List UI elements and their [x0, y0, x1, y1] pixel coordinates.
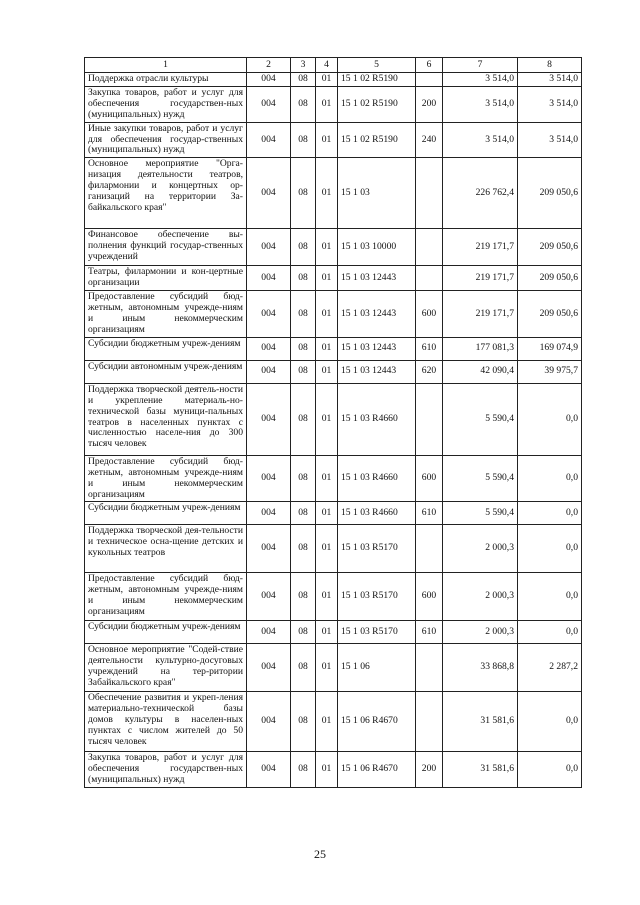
row-ministry-code-cell: 004	[247, 122, 291, 158]
budget-table	[84, 57, 582, 788]
row-ministry-code-cell: 004	[247, 455, 291, 502]
row-ministry-code-cell: 004	[247, 158, 291, 229]
row-target-article-cell: 15 1 02 R5190	[338, 73, 416, 87]
row-amount-year2-cell: 209 050,6	[518, 291, 582, 338]
table-row	[85, 383, 582, 455]
row-name-cell: Субсидии бюджетным учреж-дениям	[85, 337, 247, 360]
row-amount-year2-cell: 0,0	[518, 383, 582, 455]
row-amount-year1-cell: 5 590,4	[443, 502, 518, 525]
row-amount-year2-cell: 0,0	[518, 752, 582, 788]
row-name-cell: Субсидии бюджетным учреж-дениям	[85, 502, 247, 525]
row-name-cell: Предоставление субсидий бюд-жетным, автономным учрежде-ниям и иным некоммерческим организациям	[85, 455, 247, 502]
table-row	[85, 122, 582, 158]
row-section-code-cell: 08	[291, 525, 316, 573]
row-subsection-code-cell: 01	[316, 86, 338, 122]
table-row	[85, 291, 582, 338]
row-name-cell: Финансовое обеспечение вы-полнения функций государ-ственных учреждений	[85, 229, 247, 266]
header-cell-1: 1	[85, 58, 247, 73]
row-section-code-cell: 08	[291, 73, 316, 87]
row-ministry-code-cell: 004	[247, 229, 291, 266]
row-target-article-cell: 15 1 03	[338, 158, 416, 229]
row-subsection-code-cell: 01	[316, 502, 338, 525]
row-ministry-code-cell: 004	[247, 644, 291, 692]
row-amount-year1-cell: 2 000,3	[443, 573, 518, 621]
row-target-article-cell: 15 1 06 R4670	[338, 752, 416, 788]
row-amount-year1-cell: 3 514,0	[443, 86, 518, 122]
row-subsection-code-cell: 01	[316, 692, 338, 752]
row-ministry-code-cell: 004	[247, 360, 291, 383]
row-expense-type-cell: 610	[416, 502, 443, 525]
row-target-article-cell: 15 1 03 R5170	[338, 621, 416, 644]
row-name-cell: Иные закупки товаров, работ и услуг для обеспечения государ-ственных (муниципальных) нужд	[85, 122, 247, 158]
table-row	[85, 621, 582, 644]
row-amount-year1-cell: 2 000,3	[443, 621, 518, 644]
row-amount-year1-cell: 31 581,6	[443, 692, 518, 752]
header-cell-7: 7	[443, 58, 518, 73]
header-cell-6: 6	[416, 58, 443, 73]
row-expense-type-cell: 610	[416, 621, 443, 644]
row-expense-type-cell	[416, 73, 443, 87]
row-section-code-cell: 08	[291, 158, 316, 229]
row-amount-year1-cell: 5 590,4	[443, 455, 518, 502]
row-section-code-cell: 08	[291, 502, 316, 525]
table-row	[85, 455, 582, 502]
row-target-article-cell: 15 1 03 R4660	[338, 383, 416, 455]
row-amount-year2-cell: 3 514,0	[518, 86, 582, 122]
row-subsection-code-cell: 01	[316, 752, 338, 788]
row-expense-type-cell: 200	[416, 752, 443, 788]
row-name-cell: Основное мероприятие "Орга-низация деятельности театров, филармонии и концертных ор-ганизаций на территории За-байкальского края"	[85, 158, 247, 229]
row-section-code-cell: 08	[291, 86, 316, 122]
row-ministry-code-cell: 004	[247, 573, 291, 621]
row-name-cell: Субсидии бюджетным учреж-дениям	[85, 621, 247, 644]
row-name-cell: Поддержка отрасли культуры	[85, 73, 247, 87]
row-name-cell: Субсидии автономным учреж-дениям	[85, 360, 247, 383]
row-target-article-cell: 15 1 02 R5190	[338, 86, 416, 122]
row-target-article-cell: 15 1 03 12443	[338, 291, 416, 338]
row-amount-year1-cell: 226 762,4	[443, 158, 518, 229]
row-amount-year1-cell: 3 514,0	[443, 73, 518, 87]
row-amount-year1-cell: 177 081,3	[443, 337, 518, 360]
table-row	[85, 692, 582, 752]
row-name-cell: Предоставление субсидий бюд-жетным, автономным учрежде-ниям и иным некоммерческим организациям	[85, 291, 247, 338]
row-amount-year2-cell: 0,0	[518, 525, 582, 573]
table-row	[85, 752, 582, 788]
row-name-cell: Театры, филармонии и кон-цертные организации	[85, 266, 247, 291]
row-amount-year2-cell: 0,0	[518, 621, 582, 644]
row-section-code-cell: 08	[291, 621, 316, 644]
row-expense-type-cell	[416, 692, 443, 752]
row-ministry-code-cell: 004	[247, 291, 291, 338]
header-cell-5: 5	[338, 58, 416, 73]
row-expense-type-cell	[416, 158, 443, 229]
header-cell-3: 3	[291, 58, 316, 73]
row-section-code-cell: 08	[291, 229, 316, 266]
row-target-article-cell: 15 1 03 R4660	[338, 455, 416, 502]
table-row	[85, 525, 582, 573]
header-cell-8: 8	[518, 58, 582, 73]
row-amount-year2-cell: 0,0	[518, 502, 582, 525]
row-subsection-code-cell: 01	[316, 644, 338, 692]
row-subsection-code-cell: 01	[316, 291, 338, 338]
row-ministry-code-cell: 004	[247, 621, 291, 644]
row-section-code-cell: 08	[291, 337, 316, 360]
header-cell-2: 2	[247, 58, 291, 73]
row-name-cell: Закупка товаров, работ и услуг для обеспечения государствен-ных (муниципальных) нужд	[85, 752, 247, 788]
table-row	[85, 502, 582, 525]
row-ministry-code-cell: 004	[247, 502, 291, 525]
row-subsection-code-cell: 01	[316, 383, 338, 455]
row-amount-year1-cell: 31 581,6	[443, 752, 518, 788]
row-target-article-cell: 15 1 03 R4660	[338, 502, 416, 525]
row-expense-type-cell: 620	[416, 360, 443, 383]
row-ministry-code-cell: 004	[247, 73, 291, 87]
row-section-code-cell: 08	[291, 752, 316, 788]
page-number: 25	[314, 847, 326, 861]
row-expense-type-cell: 240	[416, 122, 443, 158]
row-ministry-code-cell: 004	[247, 86, 291, 122]
row-amount-year1-cell: 3 514,0	[443, 122, 518, 158]
row-name-cell: Обеспечение развития и укреп-ления материально-технической базы домов культуры в населен-ных пунктах с числом жителей до 50 тысяч человек	[85, 692, 247, 752]
row-subsection-code-cell: 01	[316, 158, 338, 229]
row-amount-year1-cell: 219 171,7	[443, 266, 518, 291]
row-section-code-cell: 08	[291, 644, 316, 692]
row-target-article-cell: 15 1 03 10000	[338, 229, 416, 266]
table-row	[85, 73, 582, 87]
row-expense-type-cell: 610	[416, 337, 443, 360]
row-expense-type-cell: 600	[416, 291, 443, 338]
table-row	[85, 573, 582, 621]
row-ministry-code-cell: 004	[247, 525, 291, 573]
row-section-code-cell: 08	[291, 291, 316, 338]
row-expense-type-cell: 200	[416, 86, 443, 122]
row-expense-type-cell	[416, 383, 443, 455]
table-row	[85, 86, 582, 122]
header-row	[85, 58, 582, 73]
row-amount-year2-cell: 39 975,7	[518, 360, 582, 383]
row-expense-type-cell	[416, 266, 443, 291]
row-expense-type-cell	[416, 229, 443, 266]
row-subsection-code-cell: 01	[316, 360, 338, 383]
row-subsection-code-cell: 01	[316, 455, 338, 502]
row-amount-year1-cell: 219 171,7	[443, 291, 518, 338]
row-ministry-code-cell: 004	[247, 383, 291, 455]
row-subsection-code-cell: 01	[316, 266, 338, 291]
row-subsection-code-cell: 01	[316, 525, 338, 573]
row-target-article-cell: 15 1 03 R5170	[338, 525, 416, 573]
row-amount-year1-cell: 33 868,8	[443, 644, 518, 692]
row-subsection-code-cell: 01	[316, 229, 338, 266]
table-body	[85, 73, 582, 788]
row-target-article-cell: 15 1 03 12443	[338, 360, 416, 383]
row-amount-year1-cell: 2 000,3	[443, 525, 518, 573]
row-section-code-cell: 08	[291, 360, 316, 383]
row-subsection-code-cell: 01	[316, 337, 338, 360]
row-ministry-code-cell: 004	[247, 692, 291, 752]
row-target-article-cell: 15 1 03 R5170	[338, 573, 416, 621]
row-name-cell: Закупка товаров, работ и услуг для обеспечения государствен-ных (муниципальных) нужд	[85, 86, 247, 122]
table-row	[85, 158, 582, 229]
table-row	[85, 337, 582, 360]
row-section-code-cell: 08	[291, 266, 316, 291]
row-amount-year1-cell: 5 590,4	[443, 383, 518, 455]
row-ministry-code-cell: 004	[247, 337, 291, 360]
row-amount-year2-cell: 0,0	[518, 692, 582, 752]
row-section-code-cell: 08	[291, 573, 316, 621]
row-amount-year1-cell: 219 171,7	[443, 229, 518, 266]
row-subsection-code-cell: 01	[316, 73, 338, 87]
row-amount-year2-cell: 2 287,2	[518, 644, 582, 692]
row-target-article-cell: 15 1 03 12443	[338, 266, 416, 291]
row-amount-year2-cell: 209 050,6	[518, 158, 582, 229]
table-header	[85, 58, 582, 73]
row-subsection-code-cell: 01	[316, 621, 338, 644]
row-ministry-code-cell: 004	[247, 752, 291, 788]
row-section-code-cell: 08	[291, 383, 316, 455]
row-section-code-cell: 08	[291, 692, 316, 752]
row-name-cell: Основное мероприятие "Содей-ствие деятельности культурно-досуговых учреждений на тер-ритории Забайкальского края"	[85, 644, 247, 692]
row-expense-type-cell: 600	[416, 455, 443, 502]
row-amount-year2-cell: 209 050,6	[518, 229, 582, 266]
table-row	[85, 266, 582, 291]
table-row	[85, 360, 582, 383]
header-cell-4: 4	[316, 58, 338, 73]
row-expense-type-cell: 600	[416, 573, 443, 621]
row-subsection-code-cell: 01	[316, 122, 338, 158]
row-amount-year2-cell: 0,0	[518, 573, 582, 621]
row-target-article-cell: 15 1 02 R5190	[338, 122, 416, 158]
row-ministry-code-cell: 004	[247, 266, 291, 291]
row-name-cell: Поддержка творческой деятель-ности и укрепление материаль-но-технической базы муници-пальных театров в населенных пунктах с численностью населе-ния до 300 тысяч человек	[85, 383, 247, 455]
row-amount-year1-cell: 42 090,4	[443, 360, 518, 383]
row-name-cell: Предоставление субсидий бюд-жетным, автономным учрежде-ниям и иным некоммерческим организациям	[85, 573, 247, 621]
table-row	[85, 229, 582, 266]
row-name-cell: Поддержка творческой дея-тельности и техническое осна-щение детских и кукольных театров	[85, 525, 247, 573]
row-target-article-cell: 15 1 06 R4670	[338, 692, 416, 752]
row-amount-year2-cell: 209 050,6	[518, 266, 582, 291]
table-row	[85, 644, 582, 692]
row-target-article-cell: 15 1 03 12443	[338, 337, 416, 360]
row-expense-type-cell	[416, 525, 443, 573]
row-subsection-code-cell: 01	[316, 573, 338, 621]
row-target-article-cell: 15 1 06	[338, 644, 416, 692]
row-amount-year2-cell: 3 514,0	[518, 122, 582, 158]
row-section-code-cell: 08	[291, 455, 316, 502]
row-amount-year2-cell: 169 074,9	[518, 337, 582, 360]
row-amount-year2-cell: 3 514,0	[518, 73, 582, 87]
row-section-code-cell: 08	[291, 122, 316, 158]
row-amount-year2-cell: 0,0	[518, 455, 582, 502]
row-expense-type-cell	[416, 644, 443, 692]
